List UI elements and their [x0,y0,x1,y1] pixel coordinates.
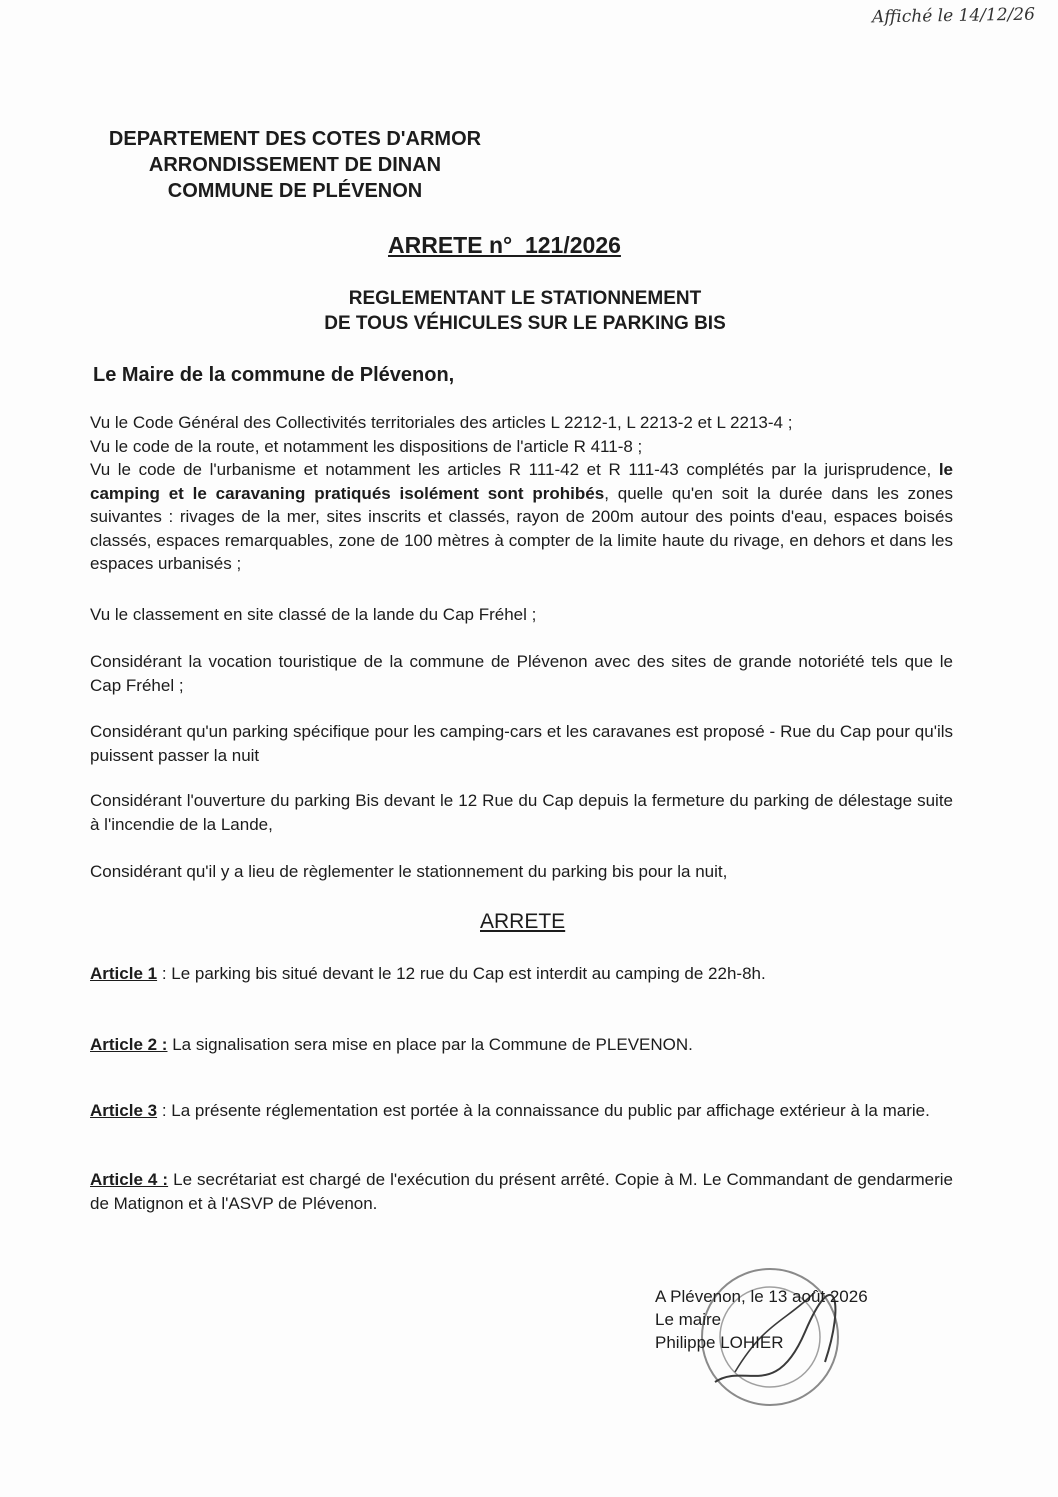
article-4-label: Article 4 : [90,1170,169,1189]
handwritten-note: Affiché le 14/12/26 [871,4,1036,28]
article-2-text: La signalisation sera mise en place par la Commune de PLEVENON. [172,1035,693,1054]
signature-role: Le maire [655,1310,722,1329]
subtitle-line-2: DE TOUS VÉHICULES SUR LE PARKING BIS [324,313,726,334]
article-3-text: La présente réglementation est portée à la connaissance du public par affichage extérieur à la marie. [171,1101,930,1120]
article-2 [90,1033,953,1057]
article-3-label: Article 3 [90,1101,158,1120]
subtitle-line-1: REGLEMENTANT LE STATIONNEMENT [348,288,702,309]
arrete-number: ARRETE n° 121/2026 [388,232,621,258]
arrete-subtitle [250,286,800,336]
article-1-label: Article 1 [90,964,158,983]
considerant-3: Considérant l'ouverture du parking Bis devant le 12 Rue du Cap depuis la fermeture du parking de délestage suite à l'incendie de la Lande, [90,791,953,834]
signature-name: Philippe LOHIER [655,1333,784,1352]
considerant-2: Considérant qu'un parking spécifique pour les camping-cars et les caravanes est proposé - Rue du Cap pour qu'ils puissent passer la nuit [90,722,953,765]
header-commune: COMMUNE DE PLÉVENON [167,180,423,202]
signature-place-date: A Plévenon, le 13 août 2026 [655,1287,868,1306]
vu-urbanisme-start: Vu le code de l'urbanisme et notamment les articles R 111-42 et R 111-43 complétés par la jurisprudence, [90,460,939,479]
header-arrondissement: ARRONDISSEMENT DE DINAN [148,154,442,176]
article-4 [90,1168,953,1215]
article-1-text: Le parking bis situé devant le 12 rue du Cap est interdit au camping de 22h-8h. [171,964,766,983]
maire-line: Le Maire de la commune de Plévenon, [93,364,455,386]
vu-urbanisme-end: , quelle qu'en soit la durée dans les zones suivantes : rivages de la mer, sites inscrits et classés, rayon de 200m autour des points d'eau, espaces boisés classés, espaces remarquables, zone de 100 mètres à compter de la limite haute du rivage, en dehors et dans les espaces urbanisés ; [90,483,953,573]
article-1 [90,962,953,986]
signature-block [655,1285,868,1354]
vu-block [90,411,953,576]
vu-site-classe: Vu le classement en site classé de la lande du Cap Fréhel ; [90,605,537,624]
article-2-label: Article 2 : [90,1035,168,1054]
considerant-4: Considérant qu'il y a lieu de règlementer le stationnement du parking bis pour la nuit, [90,862,728,881]
article-3 [90,1099,953,1123]
article-4-text: Le secrétariat est chargé de l'exécution du présent arrêté. Copie à M. Le Commandant de gendarmerie de Matignon et à l'ASVP de Plévenon. [90,1170,953,1213]
header-department: DEPARTEMENT DES COTES D'ARMOR [108,128,482,150]
administrative-header [95,126,495,204]
vu-code-route: Vu le code de la route, et notamment les dispositions de l'article R 411-8 ; [90,436,643,456]
considerant-1: Considérant la vocation touristique de la commune de Plévenon avec des sites de grande notoriété tels que le Cap Fréhel ; [90,652,953,695]
vu-cgct: Vu le Code Général des Collectivités territoriales des articles L 2212-1, L 2213-2 et L 2213-4 ; [90,413,793,432]
arrete-heading: ARRETE [480,910,566,933]
vu-urbanisme-bold: le camping et le caravaning pratiqués isolément sont prohibés [90,460,953,503]
vu-urbanisme [90,458,953,576]
article-1-sep: : [157,964,172,983]
article-3-sep: : [157,1101,172,1120]
